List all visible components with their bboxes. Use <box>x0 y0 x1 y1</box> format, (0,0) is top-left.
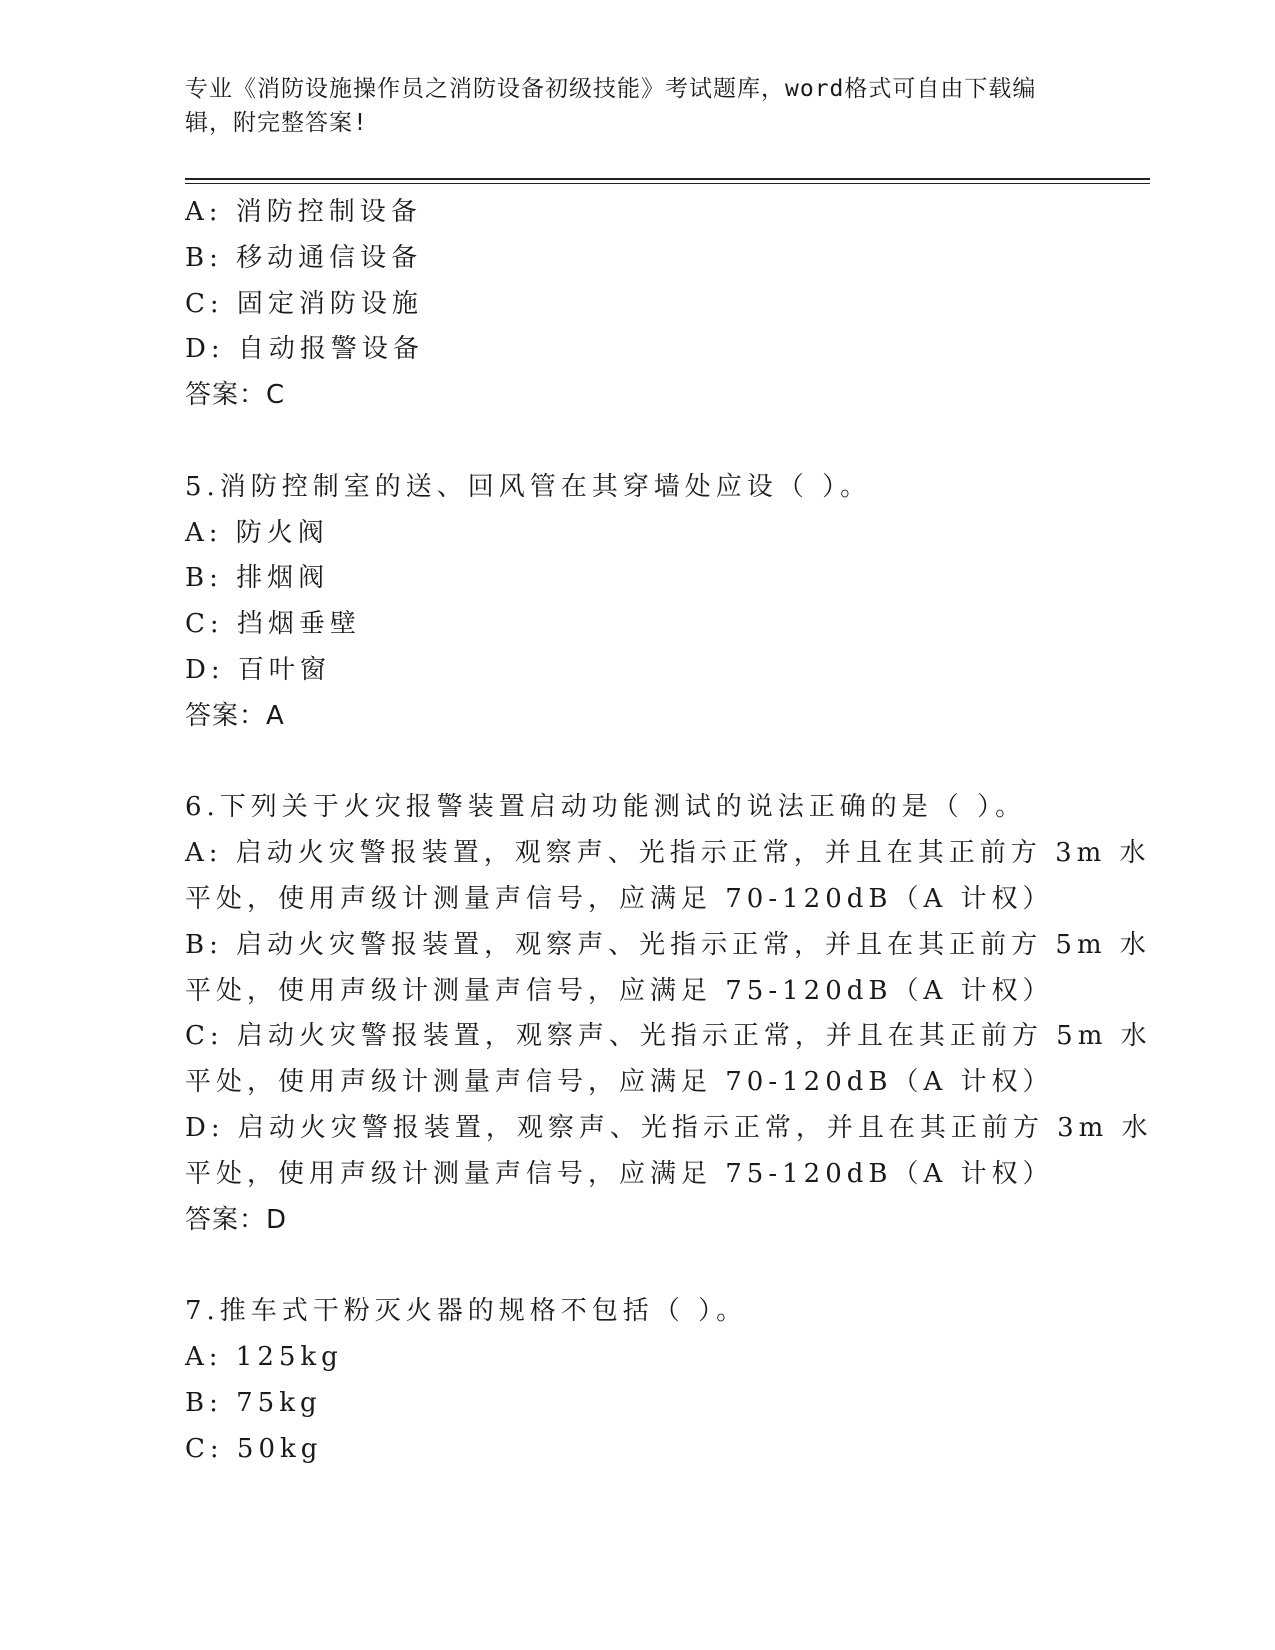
question-text: 5.消防控制室的送、回风管在其穿墙处应设（ ）。 <box>185 471 872 502</box>
option-b-line-1: B: 启动火灾警报装置，观察声、光指示正常，并且在其正前方 5m 水 <box>185 929 1151 960</box>
spacer <box>185 419 1150 465</box>
option-d: D: 自动报警设备 <box>185 334 424 365</box>
document-header <box>185 72 1065 140</box>
option-c: C: 50kg <box>185 1433 323 1464</box>
answer: 答案：A <box>185 700 285 731</box>
option-d-line-1: D: 启动火灾警报装置，观察声、光指示正常，并且在其正前方 3m 水 <box>185 1112 1153 1143</box>
option-a: A: 消防控制设备 <box>185 197 422 227</box>
question-text: 7.推车式干粉灭火器的规格不包括（ ）。 <box>185 1296 748 1327</box>
option-a-line-1: A: 启动火灾警报装置，观察声、光指示正常，并且在其正前方 3m 水 <box>185 838 1151 869</box>
question-4 <box>185 190 1150 419</box>
question-6 <box>185 785 1153 1243</box>
answer: 答案：C <box>185 380 286 411</box>
option-c: C: 固定消防设施 <box>185 288 423 319</box>
option-d: D: 百叶窗 <box>185 654 331 685</box>
header-line-1: 专业《消防设施操作员之消防设备初级技能》考试题库，word格式可自由下载编 <box>185 76 1037 102</box>
option-a: A: 125kg <box>185 1341 343 1372</box>
question-5 <box>185 465 1150 740</box>
question-list <box>185 190 1153 1472</box>
spacer <box>185 740 1150 786</box>
spacer <box>185 1243 1150 1289</box>
option-b: B: 排烟阀 <box>185 563 330 594</box>
option-c-line-1: C: 启动火灾警报装置，观察声、光指示正常，并且在其正前方 5m 水 <box>185 1021 1152 1052</box>
option-a: A: 防火阀 <box>185 517 329 548</box>
option-b-line-2: 平处，使用声级计测量声信号，应满足 75-120dB（A 计权） <box>185 975 1054 1006</box>
question-7 <box>185 1289 1150 1472</box>
question-text: 6.下列关于火灾报警装置启动功能测试的说法正确的是（ ）。 <box>185 792 1027 823</box>
option-b: B: 移动通信设备 <box>185 242 423 273</box>
option-c: C: 挡烟垂壁 <box>185 609 361 640</box>
option-c-line-2: 平处，使用声级计测量声信号，应满足 70-120dB（A 计权） <box>185 1067 1054 1098</box>
answer: 答案：D <box>185 1204 288 1235</box>
option-d-line-2: 平处，使用声级计测量声信号，应满足 75-120dB（A 计权） <box>185 1158 1054 1189</box>
header-line-2: 辑，附完整答案! <box>185 110 368 136</box>
option-a-line-2: 平处，使用声级计测量声信号，应满足 70-120dB（A 计权） <box>185 883 1054 914</box>
option-b: B: 75kg <box>185 1387 322 1418</box>
header-divider <box>185 178 1150 184</box>
